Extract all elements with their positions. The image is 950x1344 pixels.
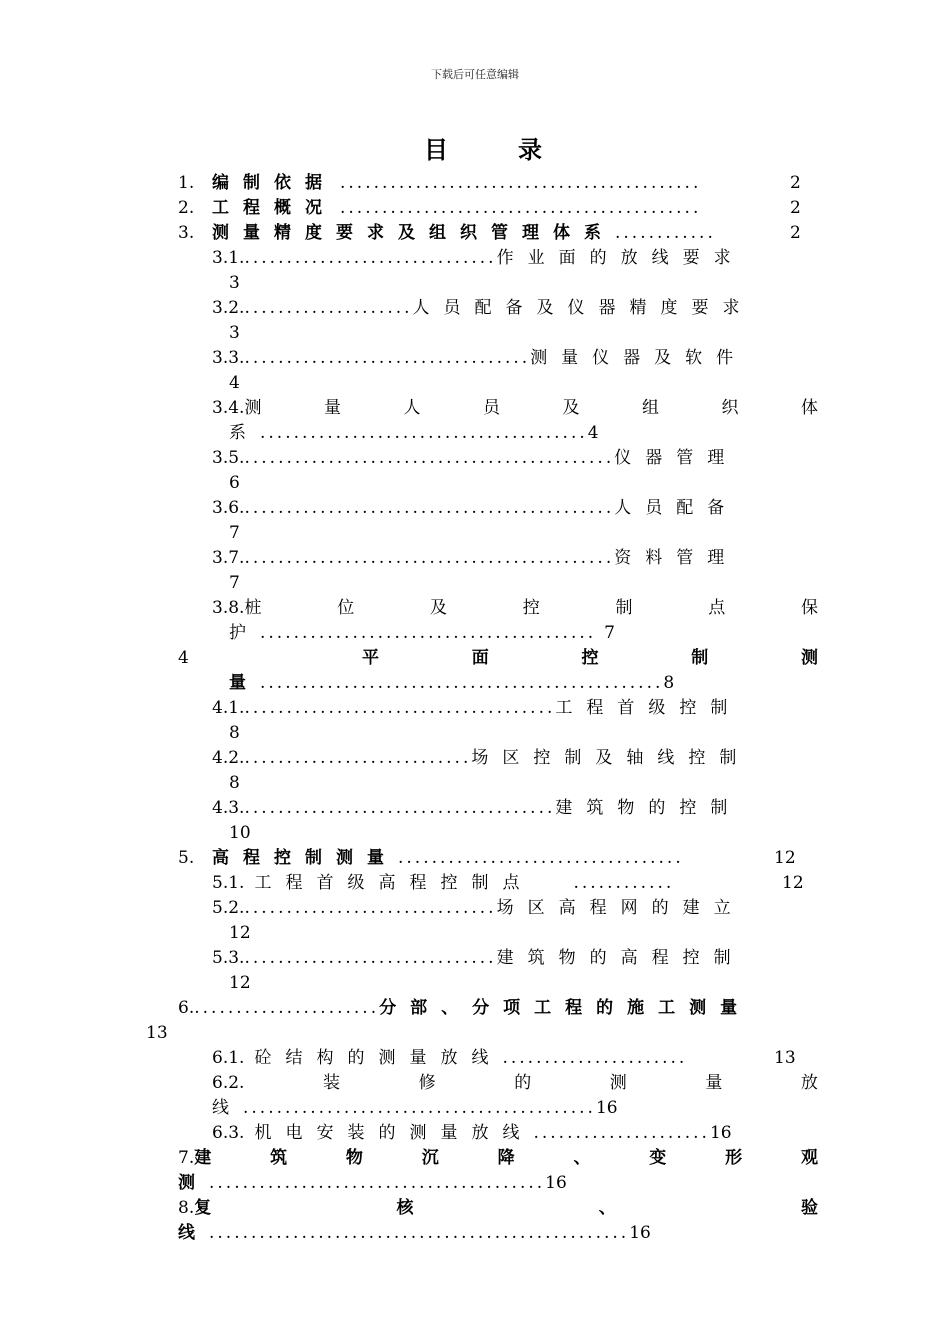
toc-number: 7. <box>178 1148 195 1168</box>
toc-entry-4-1[interactable] <box>212 696 741 721</box>
toc-word: 控 <box>522 598 540 618</box>
toc-entry-5-1[interactable] <box>212 871 804 896</box>
toc-page-3-6: 7 <box>229 523 240 543</box>
toc-word: 控 <box>581 648 599 668</box>
toc-leader: .................... <box>244 298 413 318</box>
toc-entry-6-2-cont <box>212 1096 618 1121</box>
toc-page: 16 <box>709 1123 732 1143</box>
toc-entry-3-4-cont <box>229 421 599 446</box>
toc-word: 变 <box>649 1148 667 1168</box>
toc-entry-5-3[interactable] <box>212 946 745 971</box>
toc-page-5-3: 12 <box>229 973 251 993</box>
toc-leader: ..................................... <box>244 698 556 718</box>
toc-title: 人员配备及仪器精度要求 <box>412 298 754 318</box>
toc-page: 12 <box>774 848 796 868</box>
toc-leader: ............................................ <box>244 548 615 568</box>
toc-word: 位 <box>337 598 355 618</box>
toc-page: 16 <box>595 1098 618 1118</box>
toc-number: 2. <box>178 198 195 218</box>
toc-word: 放 <box>800 1073 818 1093</box>
toc-leader: ...................... <box>502 1048 688 1068</box>
toc-word: 量 <box>323 398 341 418</box>
toc-entry-3-7[interactable] <box>212 546 738 571</box>
toc-leader: ........................................... <box>340 198 702 218</box>
toc-page: 13 <box>774 1048 796 1068</box>
toc-page-4-2: 8 <box>229 773 240 793</box>
toc-word: 建 <box>194 1148 212 1168</box>
toc-page: 12 <box>782 873 804 893</box>
toc-word: 观 <box>800 1148 818 1168</box>
toc-title: 场区高程网的建立 <box>496 898 745 918</box>
toc-entry-4-2[interactable] <box>212 746 750 771</box>
toc-word: 制 <box>691 648 709 668</box>
toc-word: 员 <box>482 398 500 418</box>
toc-entry-8-cont <box>178 1221 651 1246</box>
toc-word: 制 <box>615 598 633 618</box>
toc-page-3-2: 3 <box>229 323 240 343</box>
toc-word: 面 <box>471 648 489 668</box>
toc-word: 体 <box>800 398 818 418</box>
toc-entry-7-cont <box>178 1171 567 1196</box>
toc-title: 场区控制及轴线控制 <box>471 748 751 768</box>
toc-title: 资料管理 <box>614 548 739 568</box>
toc-number: 6.1. <box>212 1048 245 1068</box>
toc-leader: .................................. <box>244 348 531 368</box>
toc-word: 系 <box>229 423 246 443</box>
toc-word: 保 <box>800 598 818 618</box>
toc-word: 测 <box>178 1173 195 1193</box>
toc-number: 3.8. <box>212 598 245 618</box>
toc-page: 7 <box>604 623 615 643</box>
toc-page: 2 <box>790 223 801 243</box>
page-title <box>424 130 542 165</box>
toc-page-3-7: 7 <box>229 573 240 593</box>
toc-page-3-3: 4 <box>229 373 240 393</box>
toc-page: 4 <box>587 423 599 443</box>
toc-entry-3-3[interactable] <box>212 346 747 371</box>
toc-entry-6-1[interactable] <box>212 1046 796 1071</box>
toc-title: 工程首级高程控制点 <box>254 873 534 893</box>
toc-word: 验 <box>800 1198 818 1218</box>
toc-title: 工程概况 <box>212 198 336 218</box>
title-part-1: 目 <box>424 135 448 164</box>
toc-number: 3.7. <box>212 548 245 568</box>
toc-leader: ..................... <box>533 1123 710 1143</box>
toc-page: 2 <box>790 173 801 193</box>
toc-entry-3-4[interactable] <box>212 396 818 421</box>
toc-entry-2[interactable] <box>178 196 801 221</box>
toc-word: 修 <box>418 1073 436 1093</box>
toc-word: 量 <box>229 673 246 693</box>
toc-entry-6[interactable] <box>178 996 751 1021</box>
toc-page: 16 <box>629 1223 651 1243</box>
toc-word: 点 <box>708 598 726 618</box>
toc-number: 3.2. <box>212 298 245 318</box>
toc-title: 高程控制测量 <box>212 848 398 868</box>
toc-number: 3.6. <box>212 498 245 518</box>
toc-word: 线 <box>178 1223 195 1243</box>
toc-entry-7[interactable] <box>178 1146 818 1171</box>
toc-leader: .............................. <box>244 898 497 918</box>
toc-word: 的 <box>514 1073 532 1093</box>
toc-leader: ........................................ <box>209 1173 546 1193</box>
toc-page: 2 <box>790 198 801 218</box>
toc-leader: ........................... <box>244 748 472 768</box>
toc-leader: ........................................... <box>340 173 702 193</box>
toc-word: 测 <box>244 398 262 418</box>
toc-number: 5.2. <box>212 898 245 918</box>
toc-entry-3-2[interactable] <box>212 296 754 321</box>
toc-title: 分部、分项工程的施工测量 <box>379 998 752 1018</box>
toc-word: 筑 <box>270 1148 288 1168</box>
toc-leader: ............ <box>615 223 716 243</box>
toc-number: 3.5. <box>212 448 245 468</box>
toc-number: 4.2. <box>212 748 245 768</box>
toc-entry-4-no: 4 <box>178 648 189 668</box>
toc-title: 测量精度要求及组织管理体系 <box>212 223 615 243</box>
toc-number: 8. <box>178 1198 195 1218</box>
toc-number: 5.1. <box>212 873 245 893</box>
toc-word: 测 <box>801 648 818 668</box>
toc-word: 、 <box>573 1148 591 1168</box>
toc-word: 织 <box>721 398 739 418</box>
toc-word: 及 <box>562 398 580 418</box>
toc-leader: ....................................... <box>260 423 588 443</box>
toc-number: 3.1. <box>212 248 245 268</box>
toc-word: 护 <box>229 623 246 643</box>
toc-word: 形 <box>725 1148 743 1168</box>
toc-entry-8[interactable] <box>178 1196 818 1221</box>
toc-entry-4-cont <box>229 671 674 696</box>
toc-number: 6.2. <box>212 1073 245 1093</box>
toc-word: 复 <box>194 1198 212 1218</box>
toc-word: 平 <box>362 648 379 668</box>
toc-leader: ........................................ <box>260 623 597 643</box>
toc-leader: ...................... <box>194 998 380 1018</box>
toc-number: 3.4. <box>212 398 245 418</box>
toc-leader: .............................. <box>244 248 497 268</box>
page-header: 下载后可任意编辑 <box>431 68 519 81</box>
toc-entry-4-3[interactable] <box>212 796 741 821</box>
toc-leader: ............ <box>573 873 675 893</box>
toc-word: 及 <box>429 598 447 618</box>
toc-leader: .................................................. <box>209 1223 630 1243</box>
toc-word: 沉 <box>421 1148 439 1168</box>
toc-word: 核 <box>396 1198 414 1218</box>
toc-entry-3-1[interactable] <box>212 246 745 271</box>
toc-number: 5.3. <box>212 948 245 968</box>
toc-leader: ................................................ <box>260 673 664 693</box>
toc-page-3-1: 3 <box>229 273 240 293</box>
toc-page-5-2: 12 <box>229 923 251 943</box>
toc-word: 线 <box>212 1098 229 1118</box>
toc-word: 降 <box>497 1148 515 1168</box>
toc-title: 人员配备 <box>614 498 739 518</box>
toc-entry-6-2[interactable] <box>212 1071 818 1096</box>
toc-number: 5. <box>178 848 195 868</box>
toc-leader: .............................. <box>244 948 497 968</box>
toc-title: 砼结构的测量放线 <box>254 1048 503 1068</box>
toc-entry-3-5[interactable] <box>212 446 738 471</box>
toc-page-4-3: 10 <box>229 823 251 843</box>
toc-title: 工程首级控制 <box>555 698 742 718</box>
toc-page: 8 <box>663 673 675 693</box>
toc-word: 桩 <box>244 598 262 618</box>
toc-leader: ............................................ <box>244 448 615 468</box>
toc-page: 16 <box>545 1173 567 1193</box>
toc-entry-3-8[interactable] <box>212 596 818 621</box>
toc-title: 建筑物的高程控制 <box>496 948 745 968</box>
toc-entry-3-8-cont <box>229 621 615 646</box>
toc-word: 物 <box>345 1148 363 1168</box>
toc-number: 4.3. <box>212 798 245 818</box>
toc-word: 装 <box>323 1073 341 1093</box>
toc-title: 作业面的放线要求 <box>496 248 745 268</box>
toc-word: 测 <box>609 1073 627 1093</box>
toc-word: 人 <box>403 398 421 418</box>
toc-entry-4[interactable] <box>362 646 818 671</box>
toc-number: 6. <box>178 998 195 1018</box>
toc-word: 、 <box>598 1198 616 1218</box>
toc-number: 1. <box>178 173 195 193</box>
toc-leader: ..................................... <box>244 798 556 818</box>
toc-page-6: 13 <box>146 1023 168 1043</box>
toc-number: 6.3. <box>212 1123 245 1143</box>
toc-title: 测量仪器及软件 <box>530 348 748 368</box>
toc-title: 编制依据 <box>212 173 336 193</box>
title-part-2: 录 <box>518 135 542 164</box>
toc-entry-5-2[interactable] <box>212 896 745 921</box>
toc-page-4-1: 8 <box>229 723 240 743</box>
toc-number: 4.1. <box>212 698 245 718</box>
toc-entry-1[interactable] <box>178 171 801 196</box>
toc-title: 建筑物的控制 <box>555 798 742 818</box>
toc-title: 仪器管理 <box>614 448 739 468</box>
toc-leader: ............................................ <box>244 498 615 518</box>
toc-entry-5[interactable] <box>178 846 796 871</box>
toc-leader: .......................................... <box>243 1098 596 1118</box>
toc-page-3-5: 6 <box>229 473 240 493</box>
toc-leader: .................................. <box>398 848 684 868</box>
toc-entry-6-3[interactable] <box>212 1121 732 1146</box>
toc-entry-3-6[interactable] <box>212 496 738 521</box>
toc-title: 机电安装的测量放线 <box>254 1123 534 1143</box>
toc-number: 3.3. <box>212 348 245 368</box>
toc-word: 组 <box>641 398 659 418</box>
toc-number: 3. <box>178 223 195 243</box>
toc-entry-3[interactable] <box>178 221 801 246</box>
toc-word: 量 <box>705 1073 723 1093</box>
